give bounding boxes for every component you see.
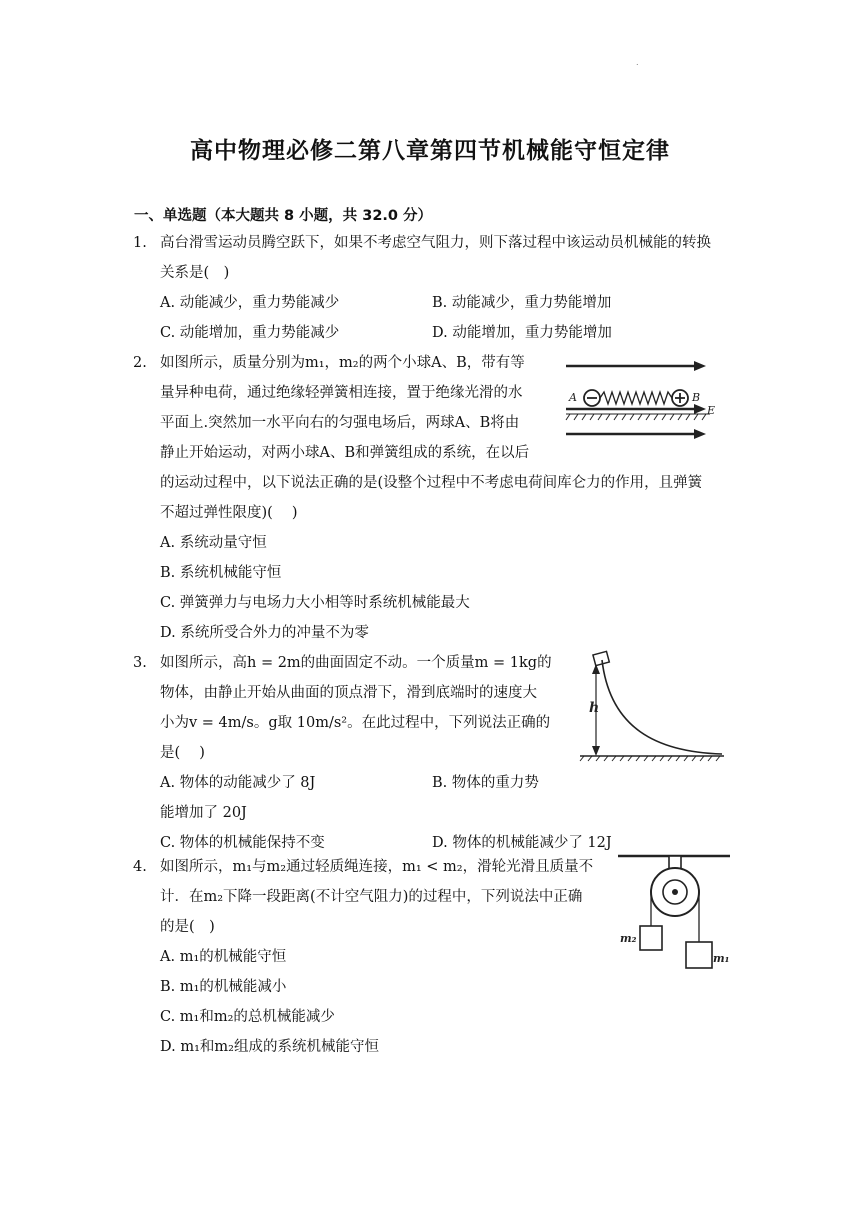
question-text-line: 平面上.突然加一水平向右的匀强电场后，两球A、B将由 <box>160 415 520 431</box>
figure-label-b: B <box>692 391 701 404</box>
question-text-line: 关系是( ) <box>160 265 230 281</box>
option-a: A. 系统动量守恒 <box>160 535 267 551</box>
question-number: 2. <box>133 355 147 371</box>
option-c: C. 动能增加，重力势能减少 <box>160 325 340 341</box>
section-heading: 一、单选题（本大题共 8 小题，共 32.0 分） <box>134 208 433 224</box>
question-number: 3. <box>133 655 147 671</box>
curved-ramp-figure <box>576 648 728 766</box>
option-b-continued: 能增加了 20J <box>160 805 247 821</box>
question-text-line: 的运动过程中，以下说法正确的是(设整个过程中不考虑电荷间库仑力的作用，且弹簧 <box>160 475 703 491</box>
question-number: 4. <box>133 859 147 875</box>
question-text-line: 计．在m₂下降一段距离(不计空气阻力)的过程中，下列说法中正确 <box>160 889 583 905</box>
option-b: B. 动能减少，重力势能增加 <box>432 295 612 311</box>
question-text-line: 是( ) <box>160 745 205 761</box>
pulley-figure <box>618 852 730 974</box>
question-text-line: 物体，由静止开始从曲面的顶点滑下，滑到底端时的速度大 <box>160 685 537 701</box>
option-d: D. 系统所受合外力的冲量不为零 <box>160 625 369 641</box>
option-d: D. m₁和m₂组成的系统机械能守恒 <box>160 1039 379 1055</box>
question-text-line: 不超过弹性限度)( ) <box>160 505 298 521</box>
question-text-line: 小为v = 4m/s。g取 10m/s²。在此过程中，下列说法正确的 <box>160 715 551 731</box>
mass-m2-block <box>640 926 662 950</box>
curved-surface-icon <box>602 660 722 754</box>
question-text-line: 量异种电荷，通过绝缘轻弹簧相连接，置于绝缘光滑的水 <box>160 385 523 401</box>
question-text-line: 如图所示，质量分别为m₁，m₂的两个小球A、B，带有等 <box>160 355 525 371</box>
block-icon <box>593 651 609 665</box>
option-b: B. m₁的机械能减小 <box>160 979 287 995</box>
option-c: C. 弹簧弹力与电场力大小相等时系统机械能最大 <box>160 595 470 611</box>
label-m1: m₁ <box>713 952 730 965</box>
page-title: 高中物理必修二第八章第四节机械能守恒定律 <box>190 137 670 164</box>
figure-label-a: A <box>569 391 577 404</box>
option-b: B. 物体的重力势 <box>432 775 539 791</box>
figure-label-e: E <box>707 404 716 417</box>
page-marker-dot: . <box>636 58 639 67</box>
option-d: D. 动能增加，重力势能增加 <box>432 325 612 341</box>
electric-field-spring-figure <box>560 356 720 444</box>
question-text-line: 的是( ) <box>160 919 215 935</box>
option-a: A. 物体的动能减少了 8J <box>160 775 316 791</box>
option-a: A. 动能减少，重力势能减少 <box>160 295 340 311</box>
height-label: h <box>589 700 600 716</box>
spring-icon <box>600 392 672 404</box>
option-c: C. 物体的机械能保持不变 <box>160 835 325 851</box>
question-text-line: 如图所示，高h = 2m的曲面固定不动。一个质量m = 1kg的 <box>160 655 552 671</box>
question-text-line: 静止开始运动，对两小球A、B和弹簧组成的系统，在以后 <box>160 445 530 461</box>
question-text-line: 如图所示，m₁与m₂通过轻质绳连接，m₁ < m₂，滑轮光滑且质量不 <box>160 859 594 875</box>
label-m2: m₂ <box>620 932 637 945</box>
question-number: 1. <box>133 235 147 251</box>
option-c: C. m₁和m₂的总机械能减少 <box>160 1009 335 1025</box>
option-b: B. 系统机械能守恒 <box>160 565 282 581</box>
mass-m1-block <box>686 942 712 968</box>
option-a: A. m₁的机械能守恒 <box>160 949 287 965</box>
option-d: D. 物体的机械能减少了 12J <box>432 835 612 851</box>
question-text-line: 高台滑雪运动员腾空跃下，如果不考虑空气阻力，则下落过程中该运动员机械能的转换 <box>160 235 711 251</box>
